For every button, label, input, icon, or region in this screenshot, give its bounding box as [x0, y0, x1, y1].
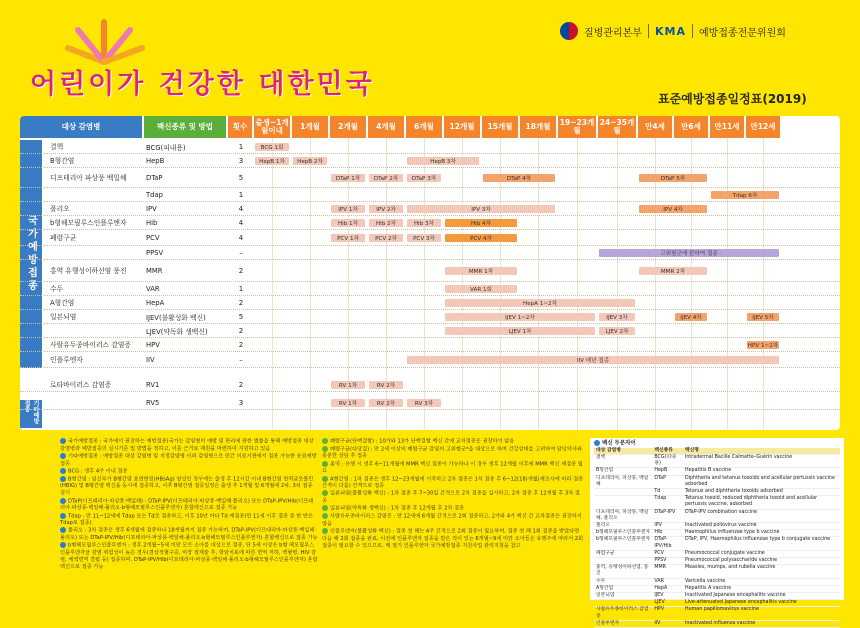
- abbr-cell: b형헤모필루스인플루엔자: [594, 530, 652, 537]
- note-item: [60, 527, 318, 542]
- abbr-cell: Measles, mumps, and rubella vaccine: [683, 565, 840, 578]
- abbr-cell: DTaP, IPV, Haemophilus influenzae type b conjugate vaccine: [683, 537, 840, 550]
- header-age: 만6세: [674, 116, 708, 138]
- abbr-cell: 폴리오: [594, 522, 652, 529]
- note-item: [60, 498, 318, 513]
- abbr-header-row: [594, 448, 840, 455]
- schedule-bar-mmr1: MMR 1차: [445, 267, 517, 275]
- dose-count: 2: [238, 299, 244, 307]
- abbr-cell: Diphtheria and tetanus toxoids and acellular pertussis vaccine adsorbed: [683, 475, 840, 488]
- note-text: 기타예방접종 : 예방접종 대상 감염병 및 지정감염병 이외 감염병으로 민간 의료기관에서 접종 가능한 유료예방접종: [60, 453, 317, 467]
- schedule-bar-rv1_1: RV 1차: [331, 381, 365, 389]
- schedule-bar-ipv2: IPV 2차: [369, 205, 403, 213]
- abbr-cell: DTaP: [652, 475, 683, 488]
- header-age: 15개월: [482, 116, 518, 138]
- government-seal-icon: [560, 22, 578, 40]
- note-item: [60, 438, 318, 453]
- schedule-bar-hepb1: HepB 1차: [255, 157, 289, 165]
- note-text: 인플루엔자(불활성화 백신) : 접종 첫 해는 4주 간격으로 2회 접종이 필요하며, 접종 첫 해 1회 접종을 받았다면 다음 해 2회 접종을 완료, 이전에 인플루엔자 접종을 받은 적이 있는 6개월~9세 미만 소아들은 유행주에 따라서 2회 접종이 필요할 수 있으므로, 매 절기 인플루엔자 국가예방접종 지원사업 관리지침을 참고: [322, 528, 584, 549]
- vaccine-name: IJEV(불활성화 백신): [146, 314, 206, 322]
- bullet-icon: [322, 438, 328, 444]
- schedule-bar-ljev2: LJEV 2차: [599, 327, 635, 335]
- abbr-table: [594, 448, 840, 628]
- note-text: A형간염 : 1차 접종은 생후 12~23개월에 시작하고 2차 접종은 1차 접종 후 6~12(18)개월(제조사에 따라 접종간격이 다름) 간격으로 접종: [322, 476, 584, 490]
- schedule-bar-iiv: IIV 매년 접종: [407, 356, 779, 364]
- note-text: 일본뇌염(약독화 생백신) : 1차 접종 후 12개월 후 2차 접종: [330, 505, 465, 512]
- org-kma-logo: KMA: [654, 24, 686, 38]
- vaccine-name: RV5: [146, 399, 160, 407]
- abbr-cell: [594, 496, 652, 509]
- abbr-cell: Inactivated Japanese encephalitis vaccine: [683, 592, 840, 599]
- abbr-cell: 사람유두종바이러스 감염증: [594, 607, 652, 620]
- abbr-cell: HPV: [652, 607, 683, 620]
- header-age: 1개월: [292, 116, 328, 138]
- schedule-bar-rv5_3: RV 3차: [407, 399, 441, 407]
- schedule-bar-dtap2: DTaP 2차: [369, 174, 403, 182]
- vaccine-name: Tdap: [146, 191, 163, 199]
- schedule-bar-rv5_1: RV 1차: [331, 399, 365, 407]
- header-target: 대상 감염병: [20, 116, 142, 138]
- disease-name: [50, 246, 142, 260]
- abbr-cell: [594, 557, 652, 564]
- bullet-icon: [322, 513, 328, 519]
- notes-left: [60, 438, 318, 572]
- abbr-row: [594, 475, 840, 488]
- abbr-cell: Inactivated influenza vaccine: [683, 620, 840, 627]
- schedule-bar-ipv3: IPV 3차: [407, 205, 555, 213]
- note-text: 폐렴구균(다당질) : 만 2세 이상의 폐렴구균 감염의 고위험군*을 대상으로 하며 건강상태를 고려하여 담당의사와 충분한 상담 후 접종: [322, 446, 582, 460]
- note-text: DTaP(디프테리아·파상풍·백일해) : DTaP-IPV(디프테리아·파상풍·백일해·폴리오) 또는 DTaP-IPV/Hib(디프테리아·파상풍·백일해·폴리오·b형헤모필루스인플루엔자) 혼합백신으로 접종 가능: [60, 498, 314, 512]
- abbr-cell: B형간염: [594, 468, 652, 475]
- dose-count: 1: [238, 191, 244, 199]
- vaccine-name: RV1: [146, 381, 160, 389]
- note-item: [60, 476, 318, 498]
- schedule-bar-bcg: BCG 1회: [255, 143, 289, 151]
- header-age: 6개월: [406, 116, 442, 138]
- disease-name: A형간염: [50, 298, 75, 307]
- vaccine-name: VAR: [146, 285, 160, 293]
- schedule-bar-tdap6: Tdap 6차: [711, 191, 779, 199]
- note-item: [322, 461, 584, 476]
- schedule-bar-pcv2: PCV 2차: [369, 234, 403, 242]
- bullet-icon: [60, 513, 66, 519]
- abbr-cell: 디프테리아, 파상풍, 백일해, 폴리오: [594, 509, 652, 522]
- disease-name: 인플루엔자: [50, 355, 83, 364]
- page-subtitle: 표준예방접종일정표(2019): [658, 92, 807, 106]
- disease-name: 일본뇌염: [50, 312, 77, 321]
- header-age: 만4세: [638, 116, 672, 138]
- abbr-cell: Human papillomavirus vaccine: [683, 607, 840, 620]
- note-item: [322, 446, 584, 461]
- note-item: [322, 490, 584, 505]
- abbr-row: [594, 565, 840, 578]
- abbr-cell: Hepatitis A vaccine: [683, 585, 840, 592]
- abbr-cell: 인플루엔자: [594, 620, 652, 627]
- abbr-row: [594, 468, 840, 475]
- dose-count: –: [239, 356, 243, 364]
- schedule-bar-mmr2: MMR 2차: [639, 267, 707, 275]
- page-title: 어린이가 건강한 대한민국: [30, 69, 375, 100]
- schedule-bar-hib4: Hib 4차: [445, 219, 517, 227]
- schedule-bar-ppsv: 고위험군에 한하여 접종: [599, 249, 779, 257]
- vaccination-schedule-table: [20, 116, 840, 430]
- abbr-row: [594, 530, 840, 537]
- schedule-bar-rv1_2: RV 2차: [369, 381, 403, 389]
- header-age: 24~35개월: [598, 116, 636, 138]
- vaccine-name: HepB: [146, 157, 165, 165]
- schedule-bar-ipv4: IPV 4차: [639, 205, 707, 213]
- header-age: 18개월: [520, 116, 556, 138]
- schedule-bar-dtap1: DTaP 1차: [331, 174, 365, 182]
- abbr-cell: Inactivated poliovirus vaccine: [683, 522, 840, 529]
- vaccine-name: IIV: [146, 356, 155, 364]
- abbr-cell: 수두: [594, 578, 652, 585]
- abbr-row: [594, 557, 840, 564]
- note-text: BCG : 생후 4주 이내 접종: [68, 468, 128, 475]
- vaccine-name: MMR: [146, 267, 163, 275]
- bullet-icon: [322, 528, 328, 534]
- abbr-cell: Hib: [652, 530, 683, 537]
- category-other: 기타예방접종: [20, 400, 42, 428]
- dose-count: 1: [238, 143, 244, 151]
- bullet-icon: [60, 476, 66, 482]
- abbr-cell: IPV: [652, 522, 683, 529]
- vaccine-name: DTaP: [146, 174, 163, 182]
- abbr-cell: Tetanus toxoid, reduced diphtheria toxoid and acellular pertussis vaccine, adsorbed: [683, 496, 840, 509]
- note-text: B형간염 : 임신부가 B형간염 표면항원(HBsAg) 양성인 경우에는 출생 후 12시간 이내 B형간염 면역글로불린(HBIG) 및 B형간염 백신을 동시에 접종하고, 이후 B형간염 접종일정은 출생 후 1개월 및 6개월에 2차, 3차 접종 실시: [60, 476, 314, 497]
- disease-name: [50, 188, 142, 202]
- disease-name: B형간염: [50, 156, 75, 165]
- bullet-icon: [322, 505, 328, 511]
- abbr-cell: LJEV: [652, 600, 683, 607]
- table-row: [20, 296, 840, 310]
- abbr-row: [594, 620, 840, 627]
- schedule-bar-ijev12: IJEV 1~2차: [445, 313, 595, 321]
- schedule-bar-ijev3: IJEV 3차: [599, 313, 635, 321]
- header-age: 12개월: [444, 116, 480, 138]
- abbr-row: [594, 585, 840, 592]
- vaccine-name: LJEV(약독화 생백신): [146, 328, 208, 336]
- schedule-bar-ipv1: IPV 1차: [331, 205, 365, 213]
- abbr-cell: HepA: [652, 585, 683, 592]
- disease-name: 디프테리아 파상풍 백일해: [50, 173, 127, 182]
- abbr-cell: IIV: [652, 620, 683, 627]
- bullet-icon: [322, 461, 328, 467]
- schedule-bar-ljev1: LJEV 1차: [445, 327, 595, 335]
- abbr-cell: 결핵: [594, 454, 652, 467]
- bullet-icon: [322, 446, 328, 452]
- bullet-icon: [594, 440, 600, 446]
- abbr-row: [594, 496, 840, 509]
- abbr-header-cell: 백신종류: [652, 448, 683, 455]
- disease-name: b형헤모필루스인플루엔자: [50, 218, 127, 227]
- divider: [692, 24, 693, 38]
- abbr-cell: Live-attenuated Japanese encephalitis vaccine: [683, 600, 840, 607]
- table-row: [20, 338, 840, 352]
- schedule-bar-hpv: HPV 1~2차: [747, 343, 779, 349]
- disease-name: 폐렴구균: [50, 233, 77, 242]
- abbr-cell: Td: [652, 488, 683, 495]
- dose-count: 3: [238, 399, 244, 407]
- dose-count: 5: [238, 313, 244, 321]
- abbr-row: [594, 454, 840, 467]
- note-item: [60, 542, 318, 571]
- header-age: 19~23개월: [558, 116, 596, 138]
- abbr-cell: 디프테리아, 파상풍, 백일해: [594, 475, 652, 488]
- dose-count: 4: [238, 234, 244, 242]
- vaccine-name: Hib: [146, 219, 158, 227]
- schedule-bar-hepb3: HepB 3차: [407, 157, 479, 165]
- abbr-cell: IJEV: [652, 592, 683, 599]
- abbr-row: [594, 488, 840, 495]
- vaccine-name: IPV: [146, 205, 157, 213]
- disease-name: 홍역 유행성이하선염 풍진: [50, 266, 127, 275]
- dose-count: –: [239, 249, 243, 257]
- schedule-bar-hib1: Hib 1차: [331, 219, 365, 227]
- abbr-cell: Intradermal Bacille Calmette–Guérin vaccine: [683, 454, 840, 467]
- abbr-cell: PPSV: [652, 557, 683, 564]
- abbr-row: [594, 522, 840, 529]
- schedule-bar-pcv1: PCV 1차: [331, 234, 365, 242]
- category-national: 국가예방접종: [20, 140, 42, 368]
- schedule-bar-pcv3: PCV 3차: [407, 234, 441, 242]
- abbr-row: [594, 592, 840, 599]
- bullet-icon: [322, 490, 328, 496]
- dose-count: 1: [238, 285, 244, 293]
- disease-name: 결핵: [50, 142, 64, 151]
- abbr-cell: Tdap: [652, 496, 683, 509]
- abbr-cell: Haemophilus influenzae type b vaccine: [683, 530, 840, 537]
- dose-count: 5: [238, 174, 244, 182]
- abbr-header-cell: 백신명: [683, 448, 840, 455]
- header-logos: [560, 20, 850, 42]
- abbr-cell: Pneumococcal polysaccharide vaccine: [683, 557, 840, 564]
- note-item: [322, 505, 584, 513]
- dose-count: 2: [238, 327, 244, 335]
- table-row: [20, 140, 840, 154]
- dose-count: 4: [238, 219, 244, 227]
- bullet-icon: [60, 542, 66, 548]
- disease-name: 로타바이러스 감염증: [50, 380, 112, 389]
- schedule-bar-ijev5: IJEV 5차: [747, 313, 779, 321]
- schedule-bar-dtap4: DTaP 4차: [483, 174, 555, 182]
- abbr-cell: A형간염: [594, 585, 652, 592]
- abbr-cell: DTaP-IPV combination vaccine: [683, 509, 840, 522]
- note-item: [322, 438, 584, 446]
- abbr-title: 백신 두문자어: [602, 440, 636, 447]
- vaccine-abbreviation-table: [590, 438, 844, 626]
- bullet-icon: [60, 438, 66, 444]
- abbr-cell: b형헤모필루스인플루엔자: [594, 537, 652, 550]
- header-dose: 횟수: [228, 116, 252, 138]
- abbr-cell: [594, 488, 652, 495]
- note-text: 사람유두종바이러스 감염증 : 만 12세에 6개월 간격으로 2회 접종하고, 2가와 4가 백신 간 교차접종은 권장하지 않음: [322, 513, 582, 527]
- org-kdca: 질병관리본부: [584, 27, 642, 39]
- dose-count: 2: [238, 267, 244, 275]
- schedule-bar-hepb2: HepB 2차: [293, 157, 327, 165]
- abbr-cell: HepB: [652, 468, 683, 475]
- bullet-icon: [60, 468, 66, 474]
- abbr-row: [594, 607, 840, 620]
- abbr-cell: Pneumococcal conjugate vaccine: [683, 550, 840, 557]
- abbr-cell: 폐렴구균: [594, 550, 652, 557]
- schedule-bar-var1: VAR 1회: [445, 285, 517, 293]
- header-age: 만11세: [710, 116, 744, 138]
- notes-middle: [322, 438, 584, 550]
- schedule-bar-dtap5: DTaP 5차: [639, 174, 707, 182]
- note-item: [322, 528, 584, 550]
- disease-name: 수두: [50, 284, 64, 293]
- abbr-row: [594, 509, 840, 522]
- note-text: 폐렴구균(단백결합) : 10가와 13가 단백결합 백신 간에 교차접종은 권장하지 않음: [330, 438, 515, 445]
- dose-count: 2: [238, 341, 244, 349]
- abbr-cell: PCV: [652, 550, 683, 557]
- vaccine-name: PCV: [146, 234, 160, 242]
- abbr-row: [594, 550, 840, 557]
- header-age: 만12세: [746, 116, 780, 138]
- abbr-cell: [594, 600, 652, 607]
- table-row: [20, 324, 840, 338]
- header-age: 2개월: [330, 116, 366, 138]
- abbr-cell: 홍역, 유행성이하선염, 풍진: [594, 565, 652, 578]
- abbr-cell: Tetanus and diphtheria toxoids adsorbed: [683, 488, 840, 495]
- table-row: [20, 310, 840, 324]
- abbr-row: [594, 537, 840, 550]
- note-text: 홍역 : 유행 시 생후 6~11개월에 MMR 백신 접종이 가능하나 이 경우 생후 12개월 이후에 MMR 백신 재접종 필요: [322, 461, 583, 475]
- note-text: 국가예방접종 : 국가에서 권장하는 예방접종(국가는 감염병의 예방 및 관리에 관한 법률을 통해 예방접종 대상감염병과 예방접종의 실시기준 및 방법을 정하고, 이를 근거로 재원을 마련하여 지원하고 있음: [60, 438, 314, 452]
- org-committee: 예방접종전문위원회: [698, 27, 786, 39]
- disease-name: 폴리오: [50, 204, 70, 213]
- note-text: Tdap : 만 11~12세에 Tdap 또는 Td로 접종하고, 이후 10년 마다 Td 재접종(만 11세 이후 접종 중 한 번은 Tdap로 접종): [60, 513, 313, 527]
- bullet-icon: [60, 453, 66, 459]
- table-row: [20, 378, 840, 392]
- dose-count: 3: [238, 157, 244, 165]
- note-text: 폴리오 : 3차 접종은 생후 6개월에 접종하나 18개월까지 접종 가능하며, DTaP-IPV(디프테리아·파상풍·백일해·폴리오) 또는 DTaP-IPV/Hib(디프테리아·파상풍·백일해·폴리오·b형헤모필루스인플루엔자) 혼합백신으로 접종 가능: [60, 527, 318, 542]
- note-item: [60, 468, 318, 476]
- schedule-bar-hib3: Hib 3차: [407, 219, 441, 227]
- header-vaccine: 백신종류 및 방법: [144, 116, 226, 138]
- header-age: 4개월: [368, 116, 404, 138]
- note-text: b형헤모필루스인플루엔자 : 생후 2개월~5세 미만 모든 소아를 대상으로 접종, 단 5세 이상은 b형 헤모필루스 인플루엔자균 감염 위험성이 높은 경우(겸상적혈구증, 비장 절제술 후, 항암치료에 따른 면역 저하, 백혈병, HIV 감염, 체액면역 결핍 등) 접종하며, DTaP-IPV/Hib(디프테리아·파상풍·백일해·폴리오·b형헤모필루스인플루엔자) 혼합백신으로 접종 가능: [60, 542, 318, 571]
- abbr-cell: 일본뇌염: [594, 592, 652, 599]
- note-item: [60, 513, 318, 528]
- note-text: 일본뇌염(불활성화 백신) : 1차 접종 후 7~30일 간격으로 2차 접종을 실시하고, 2차 접종 후 12개월 후 3차 접종: [322, 490, 580, 505]
- divider: [648, 24, 649, 38]
- schedule-bar-ijev4: IJEV 4차: [675, 313, 707, 321]
- vaccine-name: PPSV: [146, 249, 164, 257]
- dose-count: 4: [238, 205, 244, 213]
- dose-count: 2: [238, 381, 244, 389]
- disease-name: 사람유두종바이러스 감염증: [50, 340, 131, 349]
- schedule-bar-pcv4: PCV 4차: [445, 234, 517, 242]
- vaccine-name: HPV: [146, 341, 160, 349]
- header-age: 출생~1개월이내: [254, 116, 290, 138]
- abbr-cell: Hepatitis B vaccine: [683, 468, 840, 475]
- note-item: [60, 453, 318, 468]
- table-row: [20, 260, 840, 282]
- abbr-cell: DTaP-IPV: [652, 509, 683, 522]
- schedule-bar-dtap3: DTaP 3차: [407, 174, 441, 182]
- schedule-bar-rv5_2: RV 2차: [369, 399, 403, 407]
- schedule-bar-hepa: HepA 1~2차: [445, 299, 635, 307]
- abbr-cell: MMR: [652, 565, 683, 578]
- abbr-cell: DTaP-IPV/Hib: [652, 537, 683, 550]
- bullet-icon: [60, 498, 66, 504]
- abbr-cell: Varicella vaccine: [683, 578, 840, 585]
- schedule-bar-hib2: Hib 2차: [369, 219, 403, 227]
- note-item: [322, 513, 584, 528]
- abbr-header-cell: 대상 감염병: [594, 448, 652, 455]
- abbr-cell: VAR: [652, 578, 683, 585]
- note-item: [322, 476, 584, 491]
- abbr-cell: BCG(피내용): [652, 454, 683, 467]
- table-row: [20, 282, 840, 296]
- disease-name: [50, 396, 142, 410]
- abbr-row: [594, 578, 840, 585]
- disease-name: [50, 324, 142, 338]
- bullet-icon: [322, 476, 328, 482]
- vaccine-name: HepA: [146, 299, 165, 307]
- abbr-row: [594, 600, 840, 607]
- bullet-icon: [60, 527, 66, 533]
- vaccine-name: BCG(피내용): [146, 144, 186, 152]
- sun-illustration-icon: [58, 18, 150, 68]
